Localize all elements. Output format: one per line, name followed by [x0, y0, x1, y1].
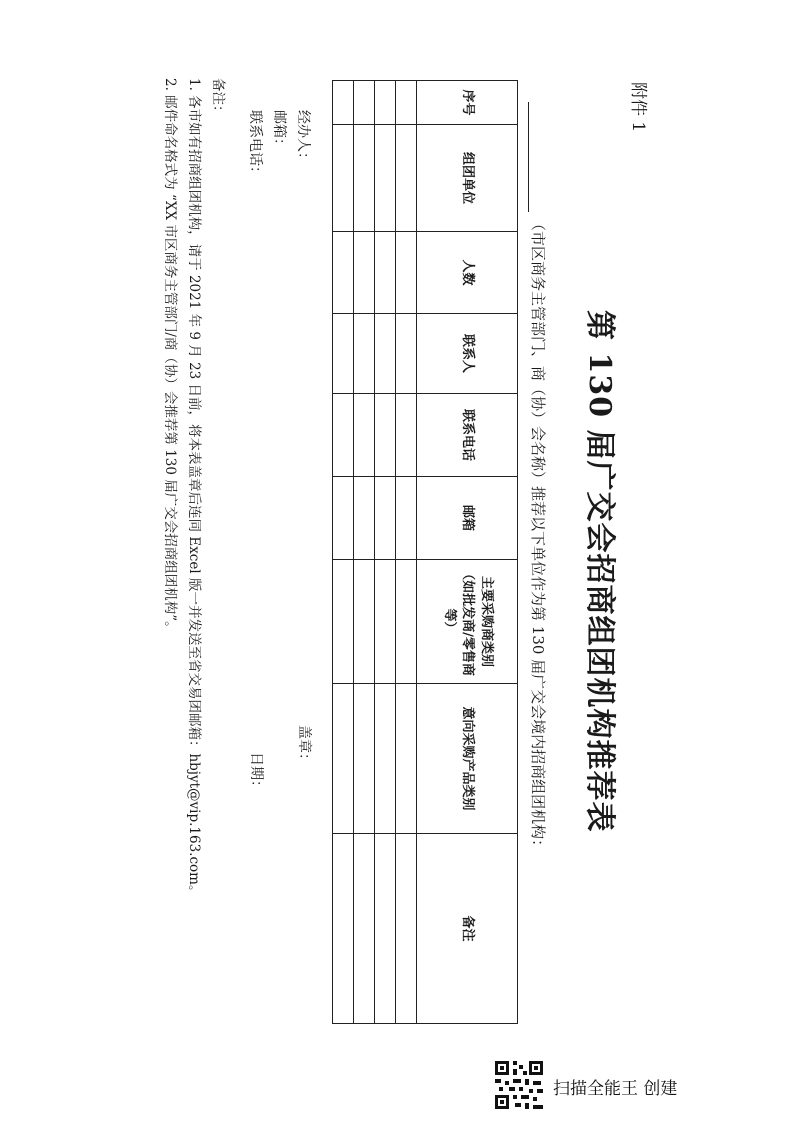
table-cell — [375, 560, 396, 684]
table-row — [375, 81, 396, 1024]
table-row — [396, 81, 417, 1024]
table-cell — [333, 560, 354, 684]
table-cell — [375, 81, 396, 125]
table-cell — [354, 684, 375, 834]
table-cell — [396, 125, 417, 232]
table-cell — [396, 834, 417, 1024]
column-header: 主要采购商类别 （如批发商/零售商等） — [417, 560, 518, 684]
scanner-watermark — [493, 1058, 703, 1112]
table-cell — [354, 834, 375, 1024]
column-header: 人数 — [417, 232, 518, 314]
table-body — [333, 81, 417, 1024]
recommendation-table — [332, 80, 518, 1024]
table-cell — [333, 125, 354, 232]
column-header: 联系电话 — [417, 394, 518, 477]
phone-label: 联系电话： — [247, 110, 263, 180]
table-cell — [333, 834, 354, 1024]
table-header-row — [417, 81, 518, 1024]
notes-block — [158, 78, 230, 898]
table-cell — [354, 477, 375, 560]
column-header: 备注 — [417, 834, 518, 1024]
table-cell — [333, 232, 354, 314]
table-cell — [333, 314, 354, 394]
column-header: 联系人 — [417, 314, 518, 394]
sign-block — [243, 110, 315, 180]
email-label: 邮箱： — [271, 110, 287, 152]
table-cell — [375, 684, 396, 834]
column-header: 意向采购产品类别 — [417, 684, 518, 834]
table-cell — [375, 232, 396, 314]
table-cell — [375, 834, 396, 1024]
table-cell — [396, 560, 417, 684]
table-cell — [375, 125, 396, 232]
table-cell — [396, 232, 417, 314]
table-cell — [396, 314, 417, 394]
table-cell — [375, 394, 396, 477]
table-cell — [333, 394, 354, 477]
table-cell — [354, 232, 375, 314]
column-header: 序号 — [417, 81, 518, 125]
table-cell — [375, 477, 396, 560]
qr-code-icon — [493, 1059, 545, 1111]
intro-line — [528, 102, 549, 854]
note-item-1: 1. 各市如有招商组团机构，请于 2021 年 9 月 23 日前，将本表盖章后连同 Excel 版一并发送至省交易团邮箱：hbjyt@vip.163.com。 — [186, 78, 202, 899]
intro-text: （市区商务主管部门、商（协）会名称）推荐以下单位作为第 130 届广交会境内招商组团机构： — [529, 216, 547, 855]
column-header: 组团单位 — [417, 125, 518, 232]
table-cell — [375, 314, 396, 394]
seal-label: 盖章： — [296, 725, 312, 767]
table-row — [354, 81, 375, 1024]
table-cell — [354, 314, 375, 394]
remarks-label: 备注： — [210, 78, 226, 119]
table-cell — [354, 81, 375, 125]
note-item-2: 2. 邮件命名格式为 “XX 市区商务主管部门/商（协）会推荐第 130 届广交会招商组团机构”。 — [162, 78, 178, 635]
table-cell — [354, 560, 375, 684]
table-cell — [396, 477, 417, 560]
table-cell — [396, 394, 417, 477]
table-cell — [354, 125, 375, 232]
table-cell — [396, 684, 417, 834]
table-cell — [333, 684, 354, 834]
table-row — [333, 81, 354, 1024]
document-title: 第 130 届广交会招商组团机构推荐表 — [582, 310, 617, 833]
handler-label: 经办人： — [295, 110, 311, 166]
table-cell — [333, 477, 354, 560]
column-header: 邮箱 — [417, 477, 518, 560]
date-label: 日期： — [248, 752, 264, 794]
intro-blank-line — [528, 102, 543, 212]
table-cell — [333, 81, 354, 125]
attachment-label: 附件 1 — [628, 82, 648, 133]
table-cell — [396, 81, 417, 125]
table-cell — [354, 394, 375, 477]
watermark-text: 扫描全能王 创建 — [553, 1079, 678, 1099]
